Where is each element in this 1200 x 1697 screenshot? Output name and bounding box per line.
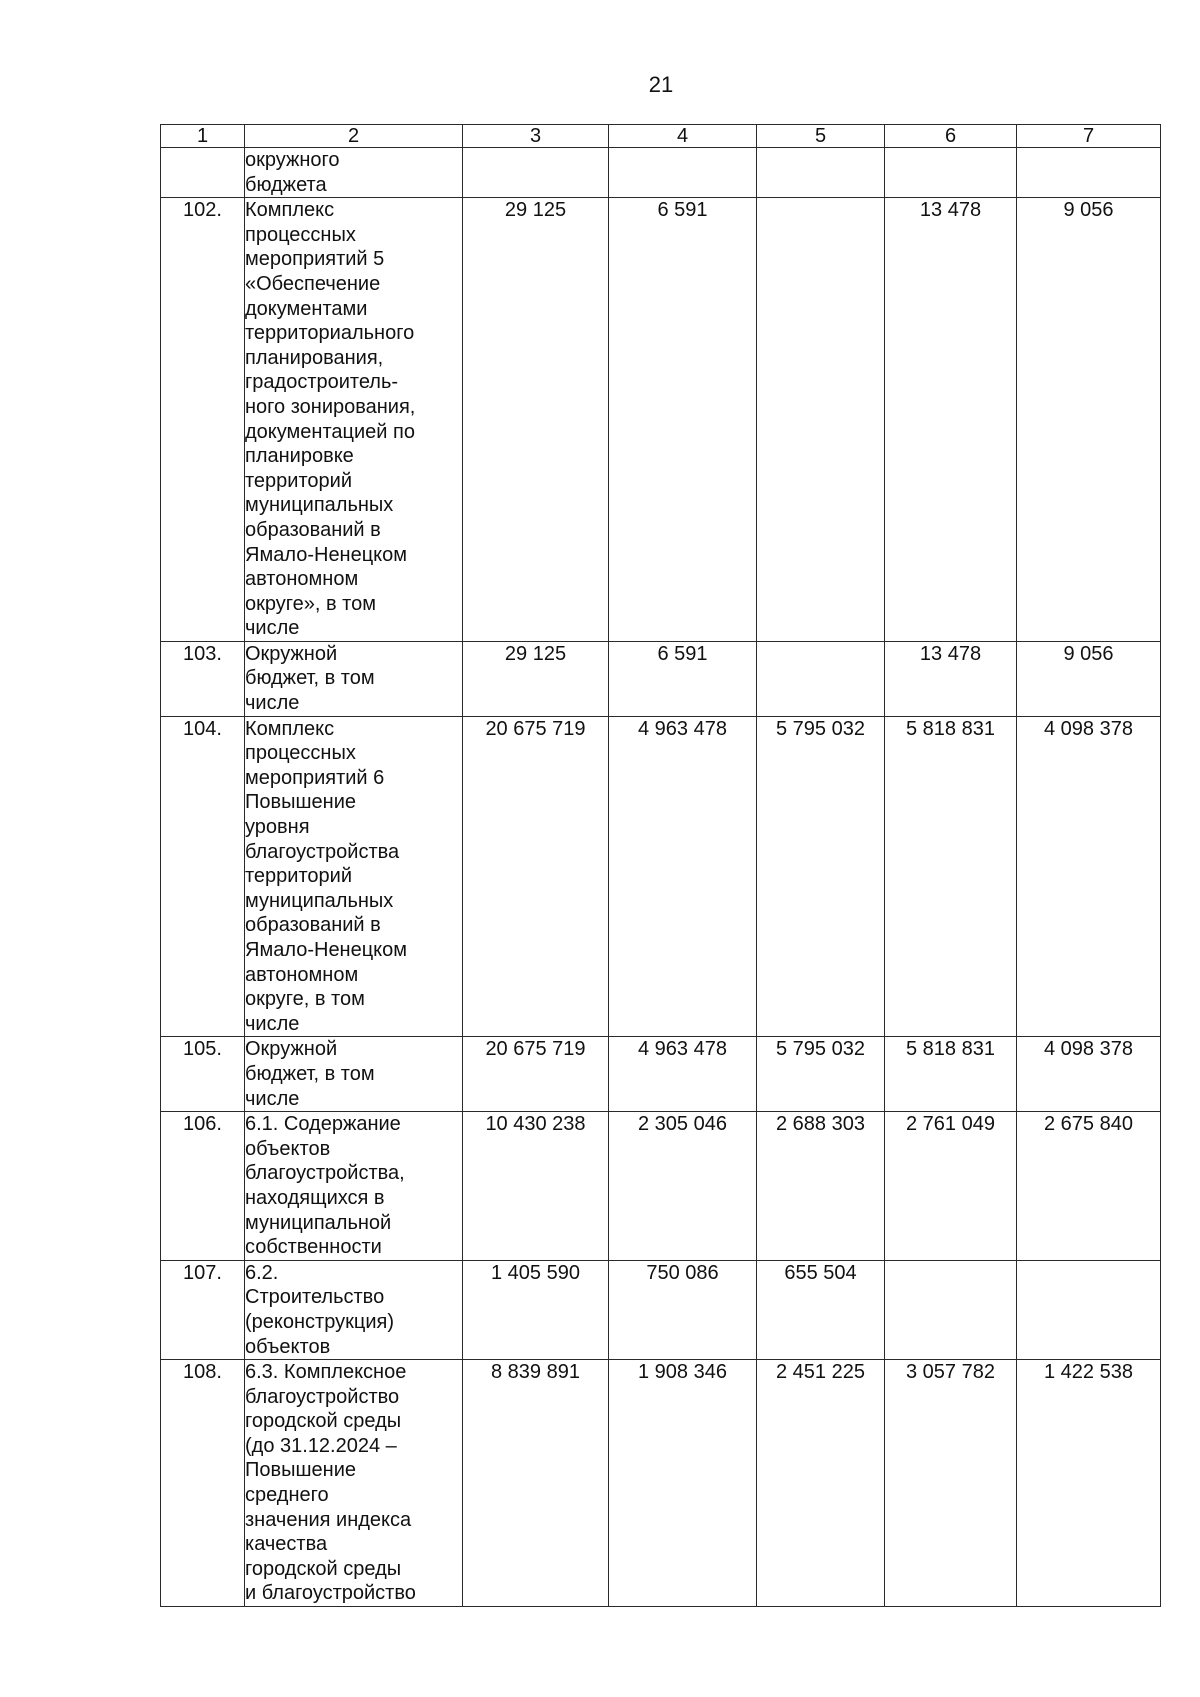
column-header-3: 3 [463, 125, 609, 148]
column-header-2: 2 [245, 125, 463, 148]
table-row [161, 641, 1161, 716]
row-value-5 [757, 641, 885, 716]
row-name: Комплекс процессных мероприятий 5 «Обеспечение документами территориального планирования, градостроитель- ного зонирования, документацией по планировке территорий муниципальных образований в Ямало-Ненецком автономном округе», в том числе [245, 198, 463, 642]
row-value-5: 2 451 225 [757, 1360, 885, 1607]
row-value-7: 4 098 378 [1017, 716, 1161, 1037]
row-index: 103. [161, 641, 245, 716]
row-value-7: 4 098 378 [1017, 1037, 1161, 1112]
table-row [161, 1360, 1161, 1607]
row-value-6: 5 818 831 [885, 1037, 1017, 1112]
table-row [161, 1112, 1161, 1261]
row-value-4: 6 591 [609, 641, 757, 716]
row-value-7: 2 675 840 [1017, 1112, 1161, 1261]
row-value-3: 8 839 891 [463, 1360, 609, 1607]
column-header-1: 1 [161, 125, 245, 148]
column-header-6: 6 [885, 125, 1017, 148]
budget-table [160, 124, 1161, 1607]
row-value-3 [463, 148, 609, 198]
column-header-7: 7 [1017, 125, 1161, 148]
row-value-3: 1 405 590 [463, 1260, 609, 1359]
row-value-7 [1017, 148, 1161, 198]
row-name: Окружной бюджет, в том числе [245, 1037, 463, 1112]
row-value-6: 2 761 049 [885, 1112, 1017, 1261]
row-value-4: 6 591 [609, 198, 757, 642]
row-value-6: 13 478 [885, 641, 1017, 716]
page-number: 21 [648, 72, 674, 97]
table-row [161, 716, 1161, 1037]
row-index [161, 148, 245, 198]
row-value-5 [757, 148, 885, 198]
table-row [161, 1037, 1161, 1112]
row-value-5: 5 795 032 [757, 1037, 885, 1112]
row-value-6 [885, 1260, 1017, 1359]
row-value-5 [757, 198, 885, 642]
row-value-5: 5 795 032 [757, 716, 885, 1037]
table-body [161, 148, 1161, 1607]
row-value-6: 3 057 782 [885, 1360, 1017, 1607]
row-index: 105. [161, 1037, 245, 1112]
row-value-6: 5 818 831 [885, 716, 1017, 1037]
row-value-4 [609, 148, 757, 198]
row-value-5: 655 504 [757, 1260, 885, 1359]
row-index: 104. [161, 716, 245, 1037]
row-value-6: 13 478 [885, 198, 1017, 642]
row-index: 108. [161, 1360, 245, 1607]
row-name: Комплекс процессных мероприятий 6 Повышение уровня благоустройства территорий муниципальных образований в Ямало-Ненецком автономном округе, в том числе [245, 716, 463, 1037]
table-row [161, 148, 1161, 198]
row-value-3: 20 675 719 [463, 1037, 609, 1112]
table-row [161, 1260, 1161, 1359]
row-value-4: 4 963 478 [609, 1037, 757, 1112]
row-name: 6.1. Содержание объектов благоустройства, находящихся в муниципальной собственности [245, 1112, 463, 1261]
row-value-3: 29 125 [463, 641, 609, 716]
row-value-7: 1 422 538 [1017, 1360, 1161, 1607]
row-value-6 [885, 148, 1017, 198]
row-name: 6.2. Строительство (реконструкция) объектов [245, 1260, 463, 1359]
row-name: окружного бюджета [245, 148, 463, 198]
row-index: 107. [161, 1260, 245, 1359]
row-value-3: 29 125 [463, 198, 609, 642]
row-value-5: 2 688 303 [757, 1112, 885, 1261]
row-index: 102. [161, 198, 245, 642]
row-value-3: 10 430 238 [463, 1112, 609, 1261]
row-value-4: 2 305 046 [609, 1112, 757, 1261]
row-value-7: 9 056 [1017, 641, 1161, 716]
header-row [161, 125, 1161, 148]
row-name: 6.3. Комплексное благоустройство городской среды (до 31.12.2024 – Повышение среднего значения индекса качества городской среды и благоустройство [245, 1360, 463, 1607]
row-value-7 [1017, 1260, 1161, 1359]
row-name: Окружной бюджет, в том числе [245, 641, 463, 716]
row-value-4: 1 908 346 [609, 1360, 757, 1607]
row-index: 106. [161, 1112, 245, 1261]
row-value-3: 20 675 719 [463, 716, 609, 1037]
row-value-7: 9 056 [1017, 198, 1161, 642]
column-header-4: 4 [609, 125, 757, 148]
column-header-5: 5 [757, 125, 885, 148]
table-row [161, 198, 1161, 642]
table-header [161, 125, 1161, 148]
row-value-4: 4 963 478 [609, 716, 757, 1037]
row-value-4: 750 086 [609, 1260, 757, 1359]
